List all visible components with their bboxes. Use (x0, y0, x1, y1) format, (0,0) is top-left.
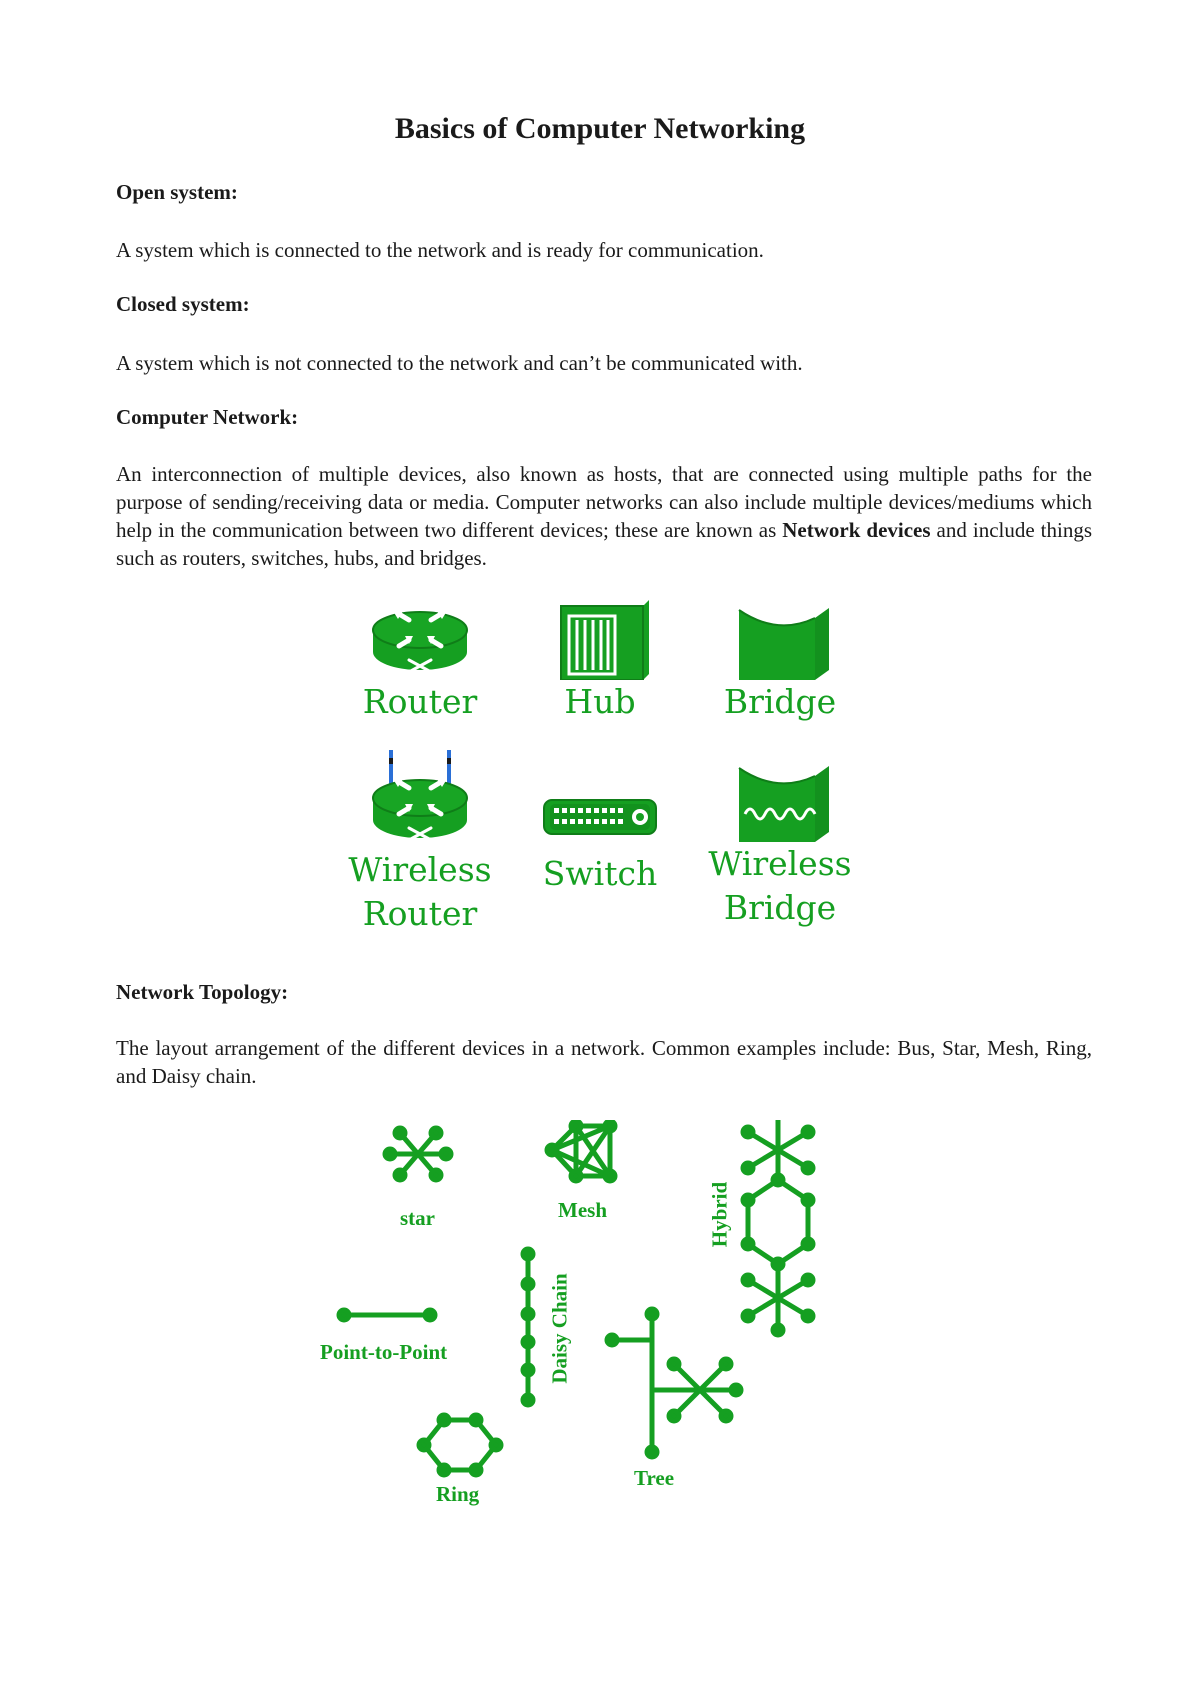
wireless-router-device (330, 748, 510, 936)
wireless-router-label-line2: Router (362, 894, 478, 933)
network-devices-figure (330, 600, 870, 970)
hybrid-label: Hybrid (707, 1181, 732, 1248)
switch-icon (540, 786, 660, 846)
paragraph-text-start: An interconnection of multiple devices, also known as hosts, that are connected using multiple paths for the purpose of sending/receiving data or media. Computer networks can also include multiple devices/mediums which help in the communication between two different devices; these are known as (116, 462, 1092, 542)
tree-topology (607, 1309, 741, 1457)
heading-computer-network: Computer Network: (116, 405, 299, 429)
star-topology (385, 1128, 451, 1180)
switch-device (510, 786, 690, 896)
heading-network-topology: Network Topology: (116, 980, 289, 1004)
bridge-device (690, 600, 870, 724)
switch-label: Switch (542, 854, 658, 893)
router-icon (365, 600, 475, 680)
heading-open-system: Open system: (116, 180, 238, 204)
wireless-bridge-label-line2: Bridge (723, 888, 837, 927)
hub-device (510, 600, 690, 724)
wireless-bridge-device (690, 758, 870, 930)
hub-label: Hub (564, 682, 636, 721)
hub-icon (545, 600, 655, 680)
ring-topology (419, 1415, 501, 1475)
tree-label: Tree (634, 1466, 675, 1490)
page-title: Basics of Computer Networking (394, 112, 806, 145)
wireless-router-icon (365, 748, 475, 848)
wireless-bridge-icon (725, 758, 835, 842)
point-to-point-topology (339, 1310, 435, 1320)
router-label: Router (362, 682, 478, 721)
bridge-icon (725, 600, 835, 680)
bridge-label: Bridge (723, 682, 837, 721)
mesh-label: Mesh (558, 1198, 607, 1222)
daisy-chain-topology (523, 1249, 533, 1405)
network-devices-bold: Network devices (782, 518, 931, 542)
ring-label: Ring (436, 1482, 480, 1506)
paragraph-closed-system: A system which is not connected to the network and can’t be communicated with. (116, 351, 803, 375)
paragraph-text-end: and include things such as routers, switches, hubs, and bridges. (116, 518, 1092, 570)
hybrid-topology (743, 1120, 813, 1335)
heading-closed-system: Closed system: (116, 292, 250, 316)
mesh-topology (547, 1121, 615, 1181)
network-topology-figure (300, 1120, 900, 1560)
star-label: star (400, 1206, 435, 1230)
daisy-chain-label: Daisy Chain (547, 1273, 572, 1384)
router-device (330, 600, 510, 724)
point-to-point-label: Point-to-Point (320, 1340, 448, 1364)
wireless-bridge-label-line1: Wireless (708, 844, 852, 883)
paragraph-network-topology: The layout arrangement of the different devices in a network. Common examples include: Bus, Star, Mesh, Ring, and Daisy chain. (116, 1036, 1092, 1088)
paragraph-computer-network (116, 460, 1092, 572)
paragraph-open-system: A system which is connected to the network and is ready for communication. (116, 238, 764, 262)
wireless-router-label-line1: Wireless (348, 850, 492, 889)
